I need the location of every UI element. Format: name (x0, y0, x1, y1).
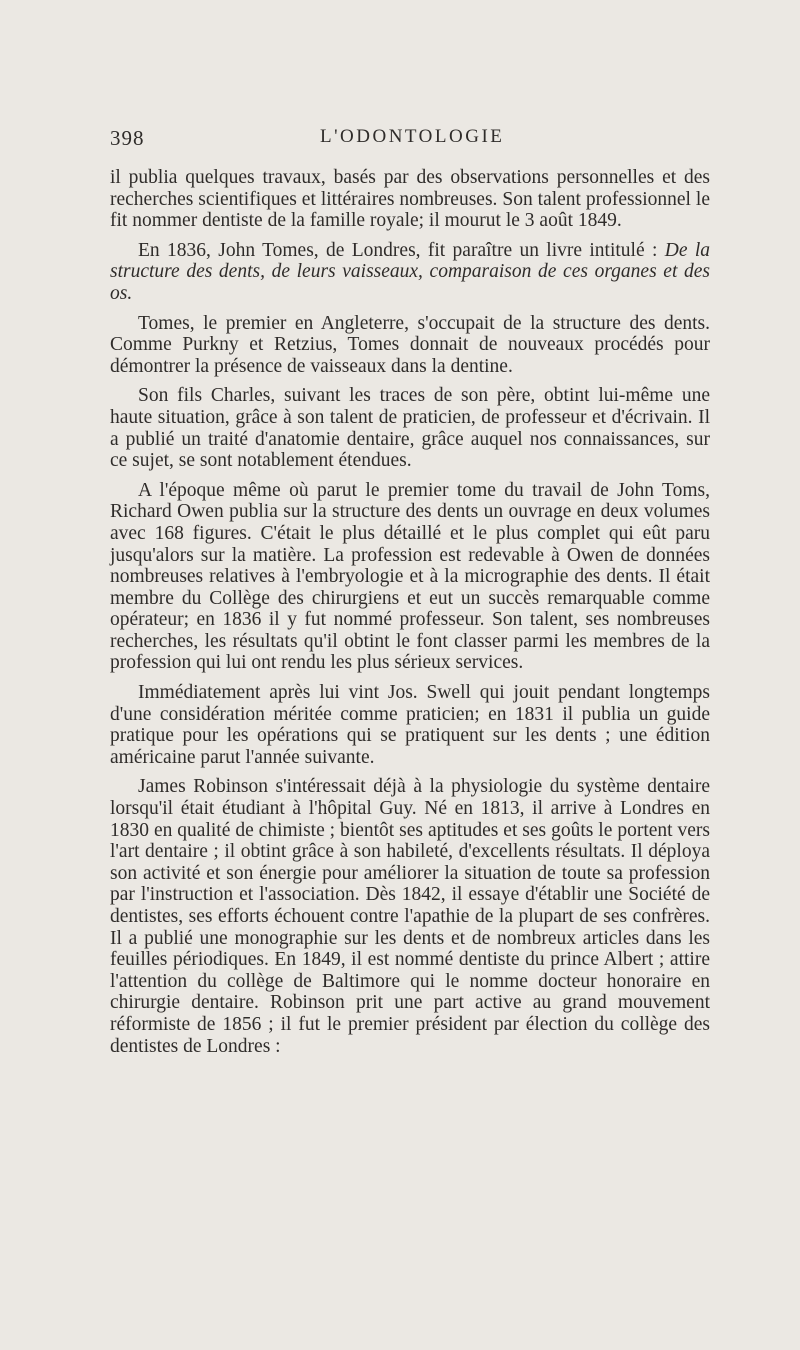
running-title: L'ODONTOLOGIE (320, 126, 505, 147)
paragraph: A l'époque même où parut le premier tome du travail de John Toms, Richard Owen publia sur la structure des dents un ouvrage en deux volumes avec 168 figures. C'était le plus détaillé et le plus complet qui eût paru jusqu'alors sur la matière. La profession est redevable à Owen de données nombreuses relatives à l'embryologie et à la micrographie des dents. Il était membre du Collège des chirurgiens et eut un succès remarquable comme opérateur; en 1836 il y fut nommé professeur. Son talent, ses nombreuses recherches, les résultats qu'il obtint le font classer parmi les membres de la profession qui lui ont rendu les plus sérieux services. (110, 479, 710, 674)
paragraph: James Robinson s'intéressait déjà à la physiologie du système dentaire lorsqu'il était étudiant à l'hôpital Guy. Né en 1813, il arrive à Londres en 1830 en qualité de chimiste ; bientôt ses aptitudes et ses goûts le portent vers l'art dentaire ; il obtint grâce à son habileté, d'excellents résultats. Il déploya son activité et son énergie pour améliorer la situation de toute sa profession par l'instruction et l'association. Dès 1842, il essaye d'établir une Société de dentistes, ses efforts échouent contre l'apathie de la plupart de ses confrères. Il a publié une monographie sur les dents et de nombreux articles dans les feuilles périodiques. En 1849, il est nommé dentiste du prince Albert ; attire l'attention du collège de Baltimore qui le nomme docteur honoraire en chirurgie dentaire. Robinson prit une part active au grand mouvement réformiste de 1856 ; il fut le premier président par élection du collège des dentistes de Londres : (110, 776, 710, 1057)
page-header (110, 126, 710, 156)
paragraph: Immédiatement après lui vint Jos. Swell qui jouit pendant longtemps d'une considération méritée comme praticien; en 1831 il publia un guide pratique pour les opérations qui se pratiquent sur les dents ; une édition américaine parut l'année suivante. (110, 682, 710, 768)
body-text (110, 167, 710, 1065)
tomes-intro: En 1836, John Tomes, de Londres, fit paraître un livre intitulé : (138, 239, 658, 261)
paragraph: Tomes, le premier en Angleterre, s'occupait de la structure des dents. Comme Purkny et Retzius, Tomes donnait de nouveaux procédés pour démontrer la présence de vaisseaux dans la dentine. (110, 312, 710, 377)
paragraph: il publia quelques travaux, basés par des observations personnelles et des recherches scientifiques et littéraires nombreuses. Son talent professionnel le fit nommer dentiste de la famille royale; il mourut le 3 août 1849. (110, 167, 710, 232)
page-number: 398 (110, 126, 145, 150)
paragraph: Son fils Charles, suivant les traces de son père, obtint lui-même une haute situation, grâce à son talent de praticien, de professeur et d'écrivain. Il a publié un traité d'anatomie dentaire, grâce auquel nos connaissances, sur ce sujet, se sont notablement étendues. (110, 385, 710, 472)
paragraph-tomes-book (110, 240, 710, 305)
book-title: De la structure des dents, de leurs vaisseaux, comparaison de ces organes et des os. (110, 239, 711, 304)
